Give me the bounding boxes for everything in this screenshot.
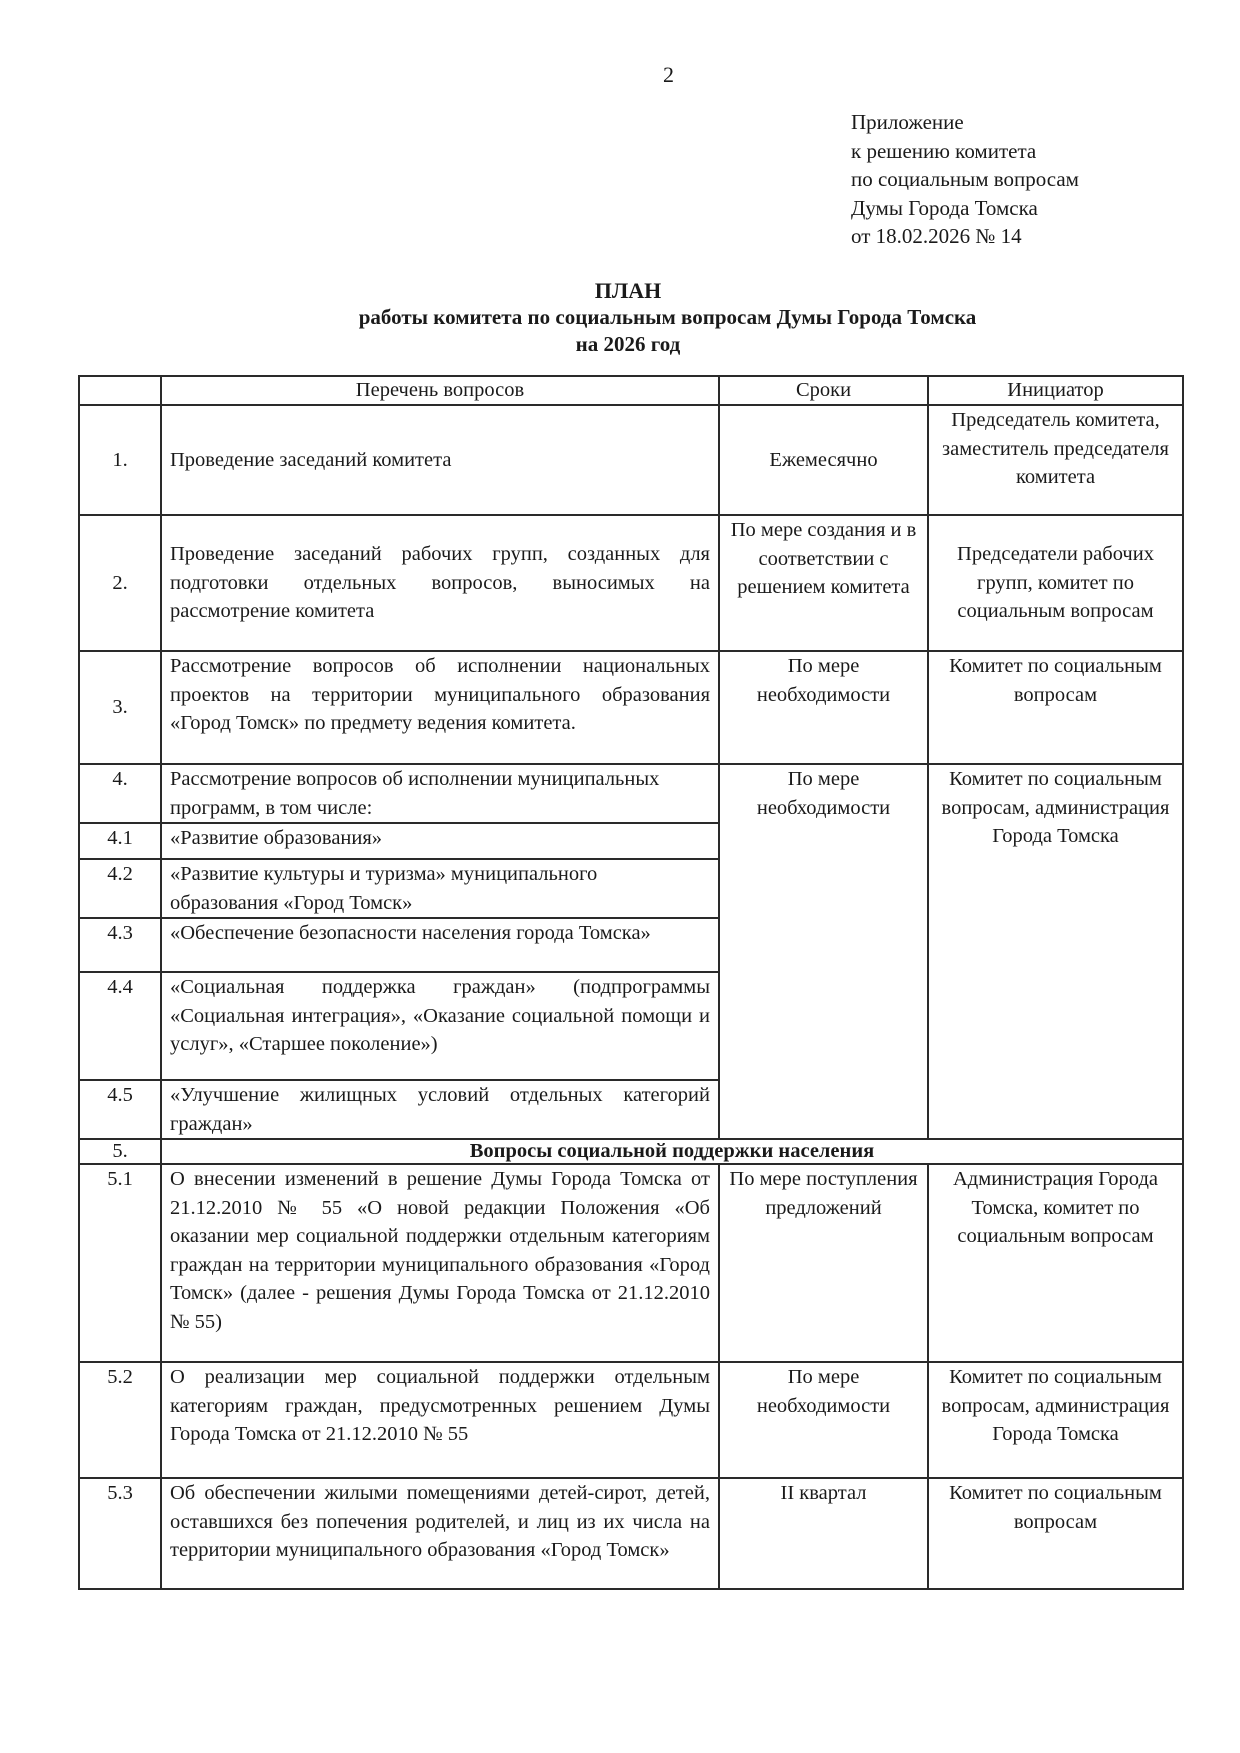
row-term: II квартал	[719, 1478, 928, 1589]
row-number: 4.	[79, 764, 161, 823]
row-initiator: Администрация Города Томска, комитет по социальным вопросам	[928, 1164, 1183, 1362]
table-header-row	[79, 376, 1183, 405]
row-question: Рассмотрение вопросов об исполнении национальных проектов на территории муниципального образования «Город Томск» по предмету ведения комитета.	[161, 651, 719, 764]
appendix-line: Думы Города Томска	[851, 195, 1038, 220]
table-row	[79, 764, 1183, 823]
row-term: По мере необходимости	[719, 651, 928, 764]
row-initiator: Комитет по социальным вопросам, администрация Города Томска	[928, 764, 1183, 1139]
row-term: По мере необходимости	[719, 764, 928, 1139]
table-row	[79, 515, 1183, 651]
row-number: 4.5	[79, 1080, 161, 1139]
table-row	[79, 405, 1183, 515]
row-question: «Улучшение жилищных условий отдельных категорий граждан»	[161, 1080, 719, 1139]
title-line-2: работы комитета по социальным вопросам Думы Города Томска	[358, 305, 977, 329]
row-question: Об обеспечении жилыми помещениями детей-сирот, детей, оставшихся без попечения родителей, и лиц из их числа на территории муниципального образования «Город Томск»	[161, 1478, 719, 1589]
row-question: «Развитие образования»	[161, 823, 719, 859]
appendix-line: от 18.02.2026 № 14	[851, 224, 1022, 248]
section-row	[79, 1139, 1183, 1164]
document-title	[0, 277, 1240, 358]
row-question: «Развитие культуры и туризма» муниципального образования «Город Томск»	[161, 859, 719, 918]
title-line-1: ПЛАН	[594, 278, 662, 303]
header-initiator: Инициатор	[928, 376, 1183, 405]
row-initiator: Председатель комитета, заместитель председателя комитета	[928, 405, 1183, 515]
header-number	[79, 376, 161, 405]
row-number: 4.4	[79, 972, 161, 1080]
row-question: Проведение заседаний рабочих групп, созданных для подготовки отдельных вопросов, выносимых на рассмотрение комитета	[161, 515, 719, 651]
row-term: По мере создания и в соответствии с решением комитета	[719, 515, 928, 651]
row-question: Рассмотрение вопросов об исполнении муниципальных программ, в том числе:	[161, 764, 719, 823]
plan-table	[78, 375, 1184, 1590]
row-number: 5.	[79, 1139, 161, 1164]
row-number: 5.3	[79, 1478, 161, 1589]
header-terms: Сроки	[719, 376, 928, 405]
table-row	[79, 1164, 1183, 1362]
row-number: 5.1	[79, 1164, 161, 1362]
appendix-line: по социальным вопросам	[851, 167, 1079, 191]
table-row	[79, 651, 1183, 764]
table-row	[79, 1478, 1183, 1589]
appendix-line: Приложение	[851, 110, 964, 134]
row-term: Ежемесячно	[719, 405, 928, 515]
row-initiator: Председатели рабочих групп, комитет по социальным вопросам	[928, 515, 1183, 651]
row-initiator: Комитет по социальным вопросам, администрация Города Томска	[928, 1362, 1183, 1478]
row-number: 4.3	[79, 918, 161, 972]
table-row	[79, 1362, 1183, 1478]
row-initiator: Комитет по социальным вопросам	[928, 1478, 1183, 1589]
appendix-line: к решению комитета	[851, 138, 1037, 163]
row-number: 1.	[79, 405, 161, 515]
row-question: О реализации мер социальной поддержки отдельным категориям граждан, предусмотренных решением Думы Города Томска от 21.12.2010 № 55	[161, 1362, 719, 1478]
row-question: «Обеспечение безопасности населения города Томска»	[161, 918, 719, 972]
title-line-3: на 2026 год	[575, 332, 681, 356]
row-number: 4.1	[79, 823, 161, 859]
section-title: Вопросы социальной поддержки населения	[161, 1139, 1183, 1164]
row-term: По мере необходимости	[719, 1362, 928, 1478]
appendix-note	[851, 108, 1079, 251]
row-term: По мере поступления предложений	[719, 1164, 928, 1362]
row-number: 2.	[79, 515, 161, 651]
row-initiator: Комитет по социальным вопросам	[928, 651, 1183, 764]
row-question: О внесении изменений в решение Думы Города Томска от 21.12.2010 № 55 «О новой редакции Положения «Об оказании мер социальной поддержки отдельным категориям граждан на территории муниципального образования «Город Томск» (далее - решения Думы Города Томска от 21.12.2010 № 55)	[161, 1164, 719, 1362]
header-questions: Перечень вопросов	[161, 376, 719, 405]
row-number: 4.2	[79, 859, 161, 918]
row-question: «Социальная поддержка граждан» (подпрограммы «Социальная интеграция», «Оказание социальной помощи и услуг», «Старшее поколение»)	[161, 972, 719, 1080]
row-number: 3.	[79, 651, 161, 764]
row-question: Проведение заседаний комитета	[161, 405, 719, 515]
row-number: 5.2	[79, 1362, 161, 1478]
page-number: 2	[663, 62, 674, 87]
